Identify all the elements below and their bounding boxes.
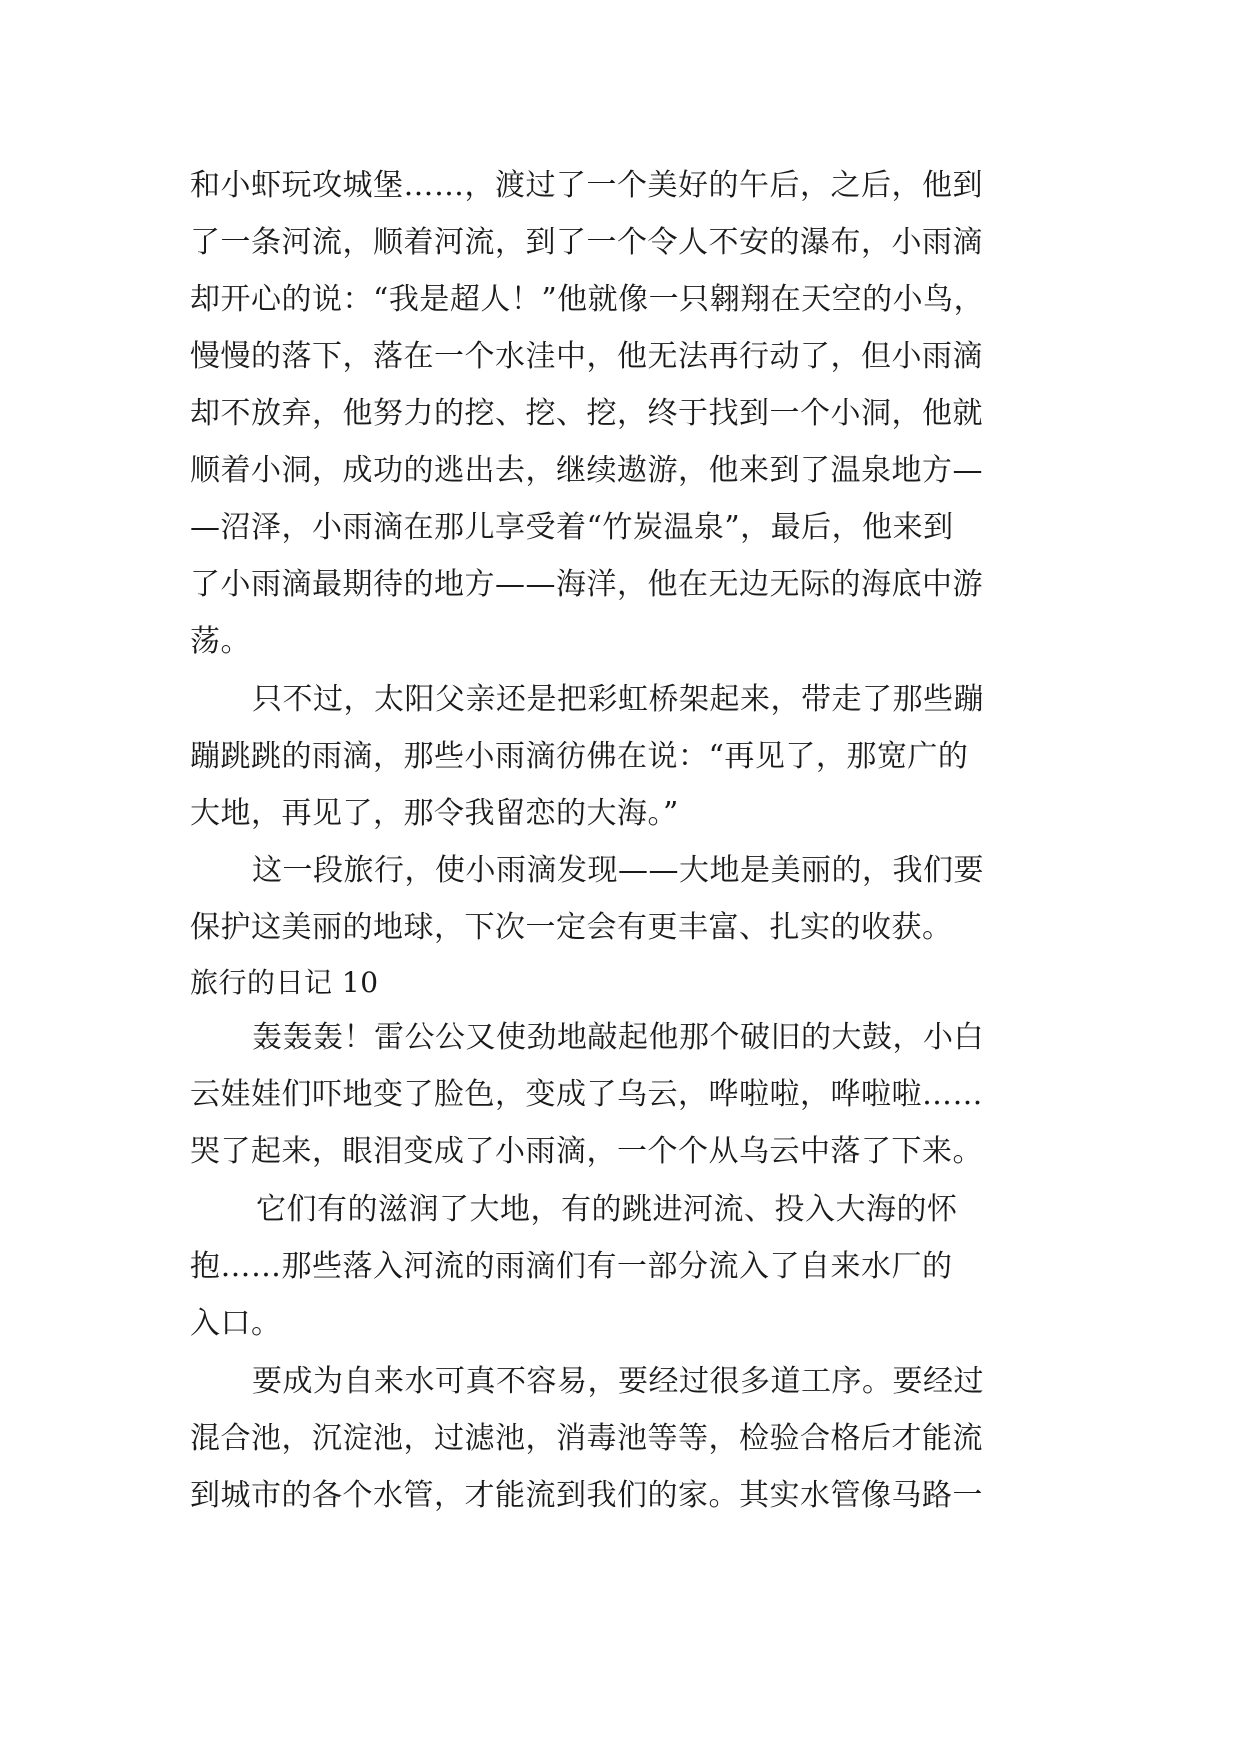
text-line: 顺着小洞，成功的逃出去，继续遨游，他来到了温泉地方—	[190, 453, 983, 488]
text-line: 荡。	[190, 624, 251, 659]
text-line: 要成为自来水可真不容易，要经过很多道工序。要经过	[252, 1364, 984, 1399]
text-line: 保护这美丽的地球，下次一定会有更丰富、扎实的收获。	[190, 910, 953, 945]
text-line: 云娃娃们吓地变了脸色，变成了乌云，哗啦啦，哗啦啦……	[190, 1077, 983, 1112]
text-line: 混合池，沉淀池，过滤池，消毒池等等，检验合格后才能流	[190, 1421, 983, 1456]
text-line: 了小雨滴最期待的地方——海洋，他在无边无际的海底中游	[190, 567, 983, 602]
text-line: 这一段旅行，使小雨滴发现——大地是美丽的，我们要	[252, 853, 984, 888]
text-line: 抱……那些落入河流的雨滴们有一部分流入了自来水厂的	[190, 1249, 953, 1284]
text-line: 却开心的说：“我是超人！”他就像一只翱翔在天空的小鸟，	[190, 282, 985, 317]
text-line: 轰轰轰！雷公公又使劲地敲起他那个破旧的大鼓，小白	[252, 1020, 984, 1055]
text-line: 只不过，太阳父亲还是把彩虹桥架起来，带走了那些蹦	[252, 682, 984, 717]
text-line: 大地，再见了，那令我留恋的大海。”	[190, 796, 679, 831]
text-line: 却不放弃，他努力的挖、挖、挖，终于找到一个小洞，他就	[190, 396, 983, 431]
text-line: 哭了起来，眼泪变成了小雨滴，一个个从乌云中落了下来。	[190, 1134, 983, 1169]
text-line: 蹦跳跳的雨滴，那些小雨滴彷佛在说：“再见了，那宽广的	[190, 739, 969, 774]
section-heading: 旅行的日记 10	[190, 966, 379, 999]
text-line: 入口。	[190, 1306, 282, 1341]
text-line: 慢慢的落下，落在一个水洼中，他无法再行动了，但小雨滴	[190, 339, 983, 374]
text-line: 它们有的滋润了大地，有的跳进河流、投入大海的怀	[256, 1192, 958, 1227]
text-line: 到城市的各个水管，才能流到我们的家。其实水管像马路一	[190, 1478, 983, 1513]
text-line: 了一条河流，顺着河流，到了一个令人不安的瀑布，小雨滴	[190, 225, 983, 260]
text-line: 和小虾玩攻城堡……，渡过了一个美好的午后，之后，他到	[190, 168, 983, 203]
text-line: —沼泽，小雨滴在那儿享受着“竹炭温泉”，最后，他来到	[190, 510, 954, 545]
